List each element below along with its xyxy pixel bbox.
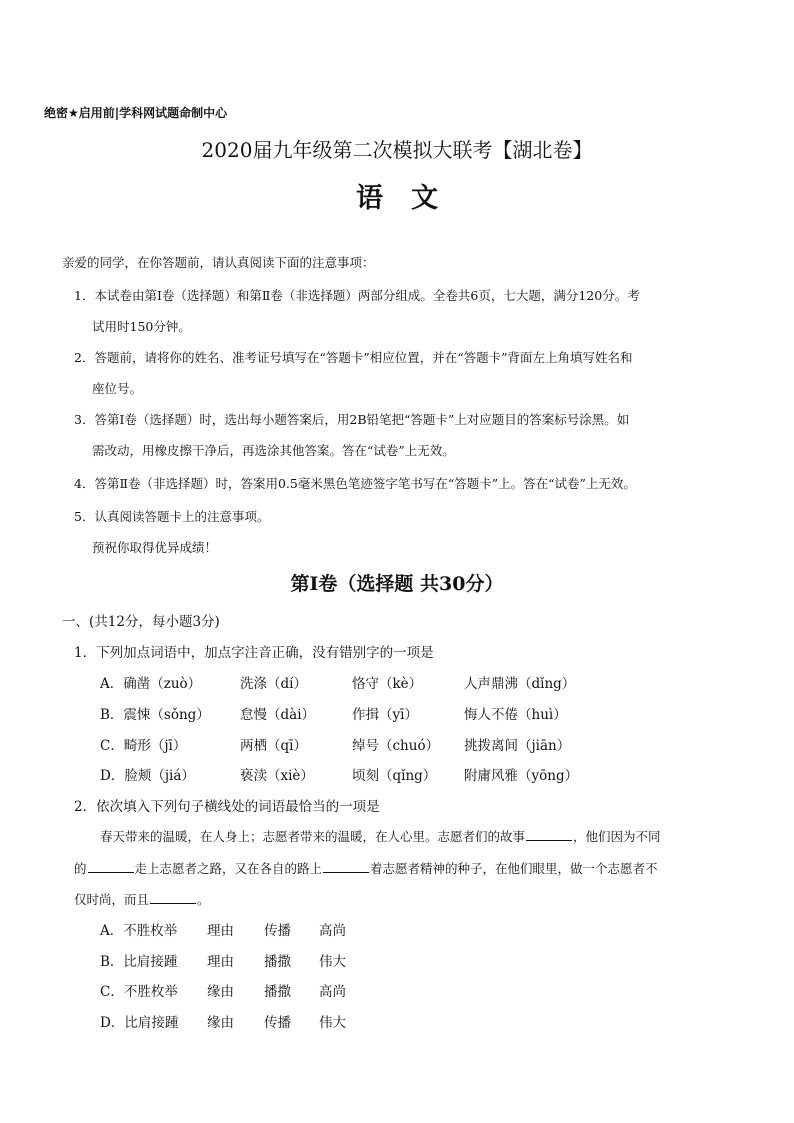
question-2-stem: 2．依次填入下列句子横线处的词语最恰当的一项是 [74,799,380,815]
q2-option-c-item: 高尚 [319,984,346,1000]
q1-option-b-item: 作揖（yī） [352,707,418,723]
q1-option-c-item: 两栖（qī） [240,738,307,754]
notice-intro: 亲爱的同学，在你答题前，请认真阅读下面的注意事项： [62,255,375,270]
fill-blank [323,862,369,873]
q2-option-b-item: B．比肩接踵 [100,954,178,970]
q2-option-b-item: 播撒 [264,954,291,970]
q1-option-a-item: 恪守（kè） [352,676,423,692]
notice-item-5: 5．认真阅读答题卡上的注意事项。 [74,509,270,524]
q2-passage-text: 。 [197,892,210,907]
q2-passage-text: 走上志愿者之路，又在各自的路上 [134,861,323,876]
q2-option-a-item: 理由 [207,923,234,939]
fill-blank [526,830,572,841]
q2-option-a-item: 传播 [264,923,291,939]
q1-option-c-item: C．畸形（jī） [100,738,187,754]
fill-blank [88,862,134,873]
notice-item-1-cont: 试用时150分钟。 [92,319,191,334]
exam-title: 2020届九年级第二次模拟大联考【湖北卷】 [201,138,593,162]
q2-option-b-item: 伟大 [319,954,346,970]
q2-passage-text: ，他们因为不同 [573,829,661,844]
q1-option-c-item: 绰号（chuó） [352,738,440,754]
q2-option-c-item: 播撒 [264,984,291,1000]
q2-passage-text: 仅时尚，而且 [74,892,150,907]
q1-option-d-item: 亵渎（xiè） [240,768,314,784]
q1-option-b-item: 悔人不倦（huì） [464,707,567,723]
q2-option-d-item: 传播 [264,1015,291,1031]
notice-item-3-cont: 需改动，用橡皮擦干净后，再选涂其他答案。答在“试卷”上无效。 [92,443,455,458]
notice-item-4: 4．答第Ⅱ卷（非选择题）时，答案用0.5毫米黑色笔迹签字笔书写在“答题卡”上。答在“试卷”上无效。 [74,476,636,491]
q2-option-d-item: D．比肩接踵 [100,1015,179,1031]
q2-option-d-item: 伟大 [319,1015,346,1031]
q2-passage-text: 春天带来的温暖，在人身上；志愿者带来的温暖，在人心里。志愿者们的故事 [100,829,526,844]
q1-option-b-item: B．震悚（sǒng） [100,707,210,723]
q1-option-a-item: 洗涤（dí） [240,676,307,692]
notice-item-1: 1．本试卷由第Ⅰ卷（选择题）和第Ⅱ卷（非选择题）两部分组成。全卷共6页，七大题，满分120分。考 [74,288,640,303]
q1-option-d-item: 附庸风雅（yōng） [464,768,579,784]
q1-option-d-item: 顷刻（qǐng） [352,768,437,784]
notice-item-3: 3．答第Ⅰ卷（选择题）时，选出每小题答案后，用2B铅笔把“答题卡”上对应题目的答案标号涂黑。如 [74,412,630,427]
q1-option-c-item: 挑拨离间（jiān） [464,738,571,754]
q2-passage-text: 的 [74,861,87,876]
q2-option-c-item: 缘由 [207,984,234,1000]
q2-option-a-item: 高尚 [319,923,346,939]
q2-option-b-item: 理由 [207,954,234,970]
notice-item-2: 2．答题前，请将你的姓名、准考证号填写在“答题卡”相应位置，并在“答题卡”背面左上角填写姓名和 [74,350,633,365]
q1-option-b-item: 怠慢（dài） [240,707,316,723]
q2-passage-line-2 [74,859,658,877]
q2-passage-line-1 [100,827,661,845]
confidential-label: 绝密★启用前|学科网试题命制中心 [44,106,228,120]
q2-option-c-item: C．不胜枚举 [100,984,178,1000]
q1-option-a-item: 人声鼎沸（dǐng） [464,676,576,692]
q1-option-a-item: A．确凿（zuò） [100,676,202,692]
part-heading: 一、(共12分，每小题3分) [62,614,220,630]
q2-passage-text: 着志愿者精神的种子，在他们眼里，做一个志愿者不 [370,861,658,876]
notice-item-2-cont: 座位号。 [92,381,143,396]
section-title: 第Ⅰ卷（选择题 共30分） [290,573,504,595]
fill-blank [150,893,196,904]
question-1-stem: 1．下列加点词语中，加点字注音正确，没有错别字的一项是 [74,645,434,661]
q2-option-a-item: A．不胜枚举 [100,923,178,939]
notice-wish: 预祝你取得优异成绩！ [92,540,218,555]
q2-passage-line-3 [74,890,210,908]
subject-title: 语文 [356,183,466,214]
q2-option-d-item: 缘由 [207,1015,234,1031]
q1-option-d-item: D．脸颊（jiá） [100,768,195,784]
